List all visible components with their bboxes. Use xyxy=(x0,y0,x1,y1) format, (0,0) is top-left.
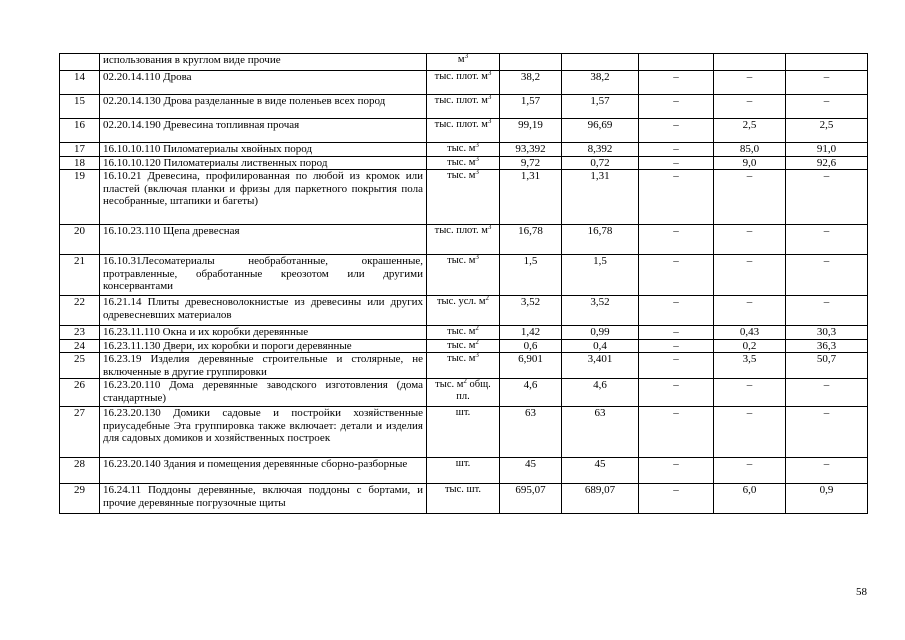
value-5-cell: – xyxy=(786,379,868,407)
item-name-cell: 16.10.31Лесоматериалы необработанные, окрашенные, протравленные, обработанные креозотом или другими консервантами xyxy=(100,255,427,296)
value-1-cell: 38,2 xyxy=(500,71,562,95)
value-4-cell: – xyxy=(714,255,786,296)
value-4-cell: – xyxy=(714,458,786,484)
value-5-cell: – xyxy=(786,407,868,458)
table-row xyxy=(60,458,868,484)
table-row xyxy=(60,143,868,157)
value-2-cell: 38,2 xyxy=(562,71,639,95)
item-name-cell: 16.23.20.140 Здания и помещения деревянные сборно-разборные xyxy=(100,458,427,484)
value-2-cell: 1,57 xyxy=(562,95,639,119)
table-row xyxy=(60,156,868,170)
value-5-cell: – xyxy=(786,458,868,484)
unit-cell: тыс. $м^2$ общ. пл. xyxy=(427,379,500,407)
value-2-cell: 0,4 xyxy=(562,339,639,353)
value-1-cell xyxy=(500,54,562,71)
value-4-cell: – xyxy=(714,379,786,407)
value-4-cell xyxy=(714,54,786,71)
value-1-cell: 695,07 xyxy=(500,484,562,514)
table-row xyxy=(60,353,868,379)
value-3-cell: – xyxy=(639,379,714,407)
value-4-cell: – xyxy=(714,95,786,119)
value-4-cell: 3,5 xyxy=(714,353,786,379)
value-2-cell xyxy=(562,54,639,71)
value-1-cell: 0,6 xyxy=(500,339,562,353)
value-5-cell: 30,3 xyxy=(786,326,868,340)
unit-cell: тыс. плот. $м^3$ xyxy=(427,119,500,143)
unit-cell: тыс. $м^3$ xyxy=(427,170,500,225)
value-3-cell: – xyxy=(639,296,714,326)
row-number-cell: 23 xyxy=(60,326,100,340)
item-name-cell: 16.23.20.110 Дома деревянные заводского изготовления (дома стандартные) xyxy=(100,379,427,407)
value-3-cell: – xyxy=(639,143,714,157)
value-2-cell: 0,72 xyxy=(562,156,639,170)
table-row xyxy=(60,379,868,407)
row-number-cell: 24 xyxy=(60,339,100,353)
table-row xyxy=(60,407,868,458)
value-5-cell: 0,9 xyxy=(786,484,868,514)
value-3-cell: – xyxy=(639,484,714,514)
value-4-cell: – xyxy=(714,225,786,255)
table-row xyxy=(60,339,868,353)
products-table xyxy=(59,53,868,514)
item-name-cell: 02.20.14.130 Дрова разделанные в виде поленьев всех пород xyxy=(100,95,427,119)
value-1-cell: 1,42 xyxy=(500,326,562,340)
value-3-cell: – xyxy=(639,170,714,225)
value-2-cell: 8,392 xyxy=(562,143,639,157)
unit-cell: тыс. $м^2$ xyxy=(427,326,500,340)
page-number: 58 xyxy=(856,586,867,598)
value-2-cell: 689,07 xyxy=(562,484,639,514)
table-row xyxy=(60,95,868,119)
unit-cell: тыс. плот. $м^3$ xyxy=(427,95,500,119)
table-row xyxy=(60,119,868,143)
unit-cell: шт. xyxy=(427,407,500,458)
value-4-cell: 0,2 xyxy=(714,339,786,353)
value-4-cell: – xyxy=(714,170,786,225)
row-number-cell: 16 xyxy=(60,119,100,143)
value-4-cell: 2,5 xyxy=(714,119,786,143)
table-body xyxy=(60,54,868,514)
row-number-cell: 26 xyxy=(60,379,100,407)
table-row xyxy=(60,71,868,95)
value-2-cell: 3,52 xyxy=(562,296,639,326)
value-3-cell: – xyxy=(639,225,714,255)
table-row xyxy=(60,296,868,326)
value-4-cell: 9,0 xyxy=(714,156,786,170)
value-5-cell: 2,5 xyxy=(786,119,868,143)
row-number-cell xyxy=(60,54,100,71)
value-2-cell: 16,78 xyxy=(562,225,639,255)
value-1-cell: 1,31 xyxy=(500,170,562,225)
row-number-cell: 19 xyxy=(60,170,100,225)
value-5-cell: 36,3 xyxy=(786,339,868,353)
item-name-cell: 16.10.10.110 Пиломатериалы хвойных пород xyxy=(100,143,427,157)
value-1-cell: 4,6 xyxy=(500,379,562,407)
value-5-cell: – xyxy=(786,225,868,255)
value-2-cell: 4,6 xyxy=(562,379,639,407)
value-3-cell: – xyxy=(639,156,714,170)
value-5-cell: – xyxy=(786,296,868,326)
value-1-cell: 9,72 xyxy=(500,156,562,170)
item-name-cell: 16.10.23.110 Щепа древесная xyxy=(100,225,427,255)
value-2-cell: 96,69 xyxy=(562,119,639,143)
unit-cell: тыс. $м^3$ xyxy=(427,156,500,170)
value-5-cell: – xyxy=(786,71,868,95)
value-3-cell: – xyxy=(639,339,714,353)
table-row xyxy=(60,170,868,225)
value-4-cell: 85,0 xyxy=(714,143,786,157)
item-name-cell: 16.10.10.120 Пиломатериалы лиственных пород xyxy=(100,156,427,170)
item-name-cell: 02.20.14.190 Древесина топливная прочая xyxy=(100,119,427,143)
value-3-cell: – xyxy=(639,71,714,95)
value-4-cell: – xyxy=(714,296,786,326)
table-row xyxy=(60,484,868,514)
row-number-cell: 22 xyxy=(60,296,100,326)
value-1-cell: 1,5 xyxy=(500,255,562,296)
value-2-cell: 0,99 xyxy=(562,326,639,340)
row-number-cell: 15 xyxy=(60,95,100,119)
value-5-cell xyxy=(786,54,868,71)
value-3-cell: – xyxy=(639,119,714,143)
value-1-cell: 63 xyxy=(500,407,562,458)
value-5-cell: – xyxy=(786,95,868,119)
item-name-cell: 16.24.11 Поддоны деревянные, включая поддоны с бортами, и прочие деревянные погрузочные щиты xyxy=(100,484,427,514)
value-1-cell: 99,19 xyxy=(500,119,562,143)
unit-cell: тыс. $м^3$ xyxy=(427,143,500,157)
item-name-cell: 16.23.20.130 Домики садовые и постройки хозяйственные приусадебные Эта группировка также включает: детали и изделия для садовых домиков и хозяйственных построек xyxy=(100,407,427,458)
item-name-cell: 16.23.19 Изделия деревянные строительные и столярные, не включенные в другие группировки xyxy=(100,353,427,379)
unit-cell: $м^3$ xyxy=(427,54,500,71)
value-2-cell: 1,5 xyxy=(562,255,639,296)
value-1-cell: 6,901 xyxy=(500,353,562,379)
value-4-cell: 0,43 xyxy=(714,326,786,340)
value-3-cell: – xyxy=(639,353,714,379)
value-4-cell: – xyxy=(714,71,786,95)
unit-cell: тыс. шт. xyxy=(427,484,500,514)
value-5-cell: – xyxy=(786,170,868,225)
value-3-cell: – xyxy=(639,407,714,458)
value-4-cell: – xyxy=(714,407,786,458)
value-5-cell: – xyxy=(786,255,868,296)
unit-cell: тыс. $м^2$ xyxy=(427,339,500,353)
value-5-cell: 91,0 xyxy=(786,143,868,157)
item-name-cell: 16.10.21 Древесина, профилированная по любой из кромок или пластей (включая планки и фризы для паркетного покрытия пола несобранные, штапики и багеты) xyxy=(100,170,427,225)
value-3-cell: – xyxy=(639,95,714,119)
row-number-cell: 20 xyxy=(60,225,100,255)
table-row xyxy=(60,326,868,340)
row-number-cell: 25 xyxy=(60,353,100,379)
value-1-cell: 16,78 xyxy=(500,225,562,255)
unit-cell: тыс. плот. $м^3$ xyxy=(427,225,500,255)
unit-cell: тыс. $м^3$ xyxy=(427,353,500,379)
item-name-cell: 16.23.11.110 Окна и их коробки деревянные xyxy=(100,326,427,340)
value-2-cell: 1,31 xyxy=(562,170,639,225)
unit-cell: тыс. $м^3$ xyxy=(427,255,500,296)
row-number-cell: 29 xyxy=(60,484,100,514)
unit-cell: тыс. усл. $м^2$ xyxy=(427,296,500,326)
unit-cell: шт. xyxy=(427,458,500,484)
row-number-cell: 28 xyxy=(60,458,100,484)
table-row xyxy=(60,255,868,296)
table-row xyxy=(60,225,868,255)
value-1-cell: 1,57 xyxy=(500,95,562,119)
value-1-cell: 3,52 xyxy=(500,296,562,326)
value-2-cell: 3,401 xyxy=(562,353,639,379)
value-3-cell xyxy=(639,54,714,71)
row-number-cell: 18 xyxy=(60,156,100,170)
value-1-cell: 93,392 xyxy=(500,143,562,157)
value-4-cell: 6,0 xyxy=(714,484,786,514)
item-name-cell: 02.20.14.110 Дрова xyxy=(100,71,427,95)
row-number-cell: 21 xyxy=(60,255,100,296)
value-5-cell: 50,7 xyxy=(786,353,868,379)
item-name-cell: 16.21.14 Плиты древесноволокнистые из древесины или других одревесневших материалов xyxy=(100,296,427,326)
value-2-cell: 63 xyxy=(562,407,639,458)
row-number-cell: 17 xyxy=(60,143,100,157)
value-2-cell: 45 xyxy=(562,458,639,484)
table-row xyxy=(60,54,868,71)
value-3-cell: – xyxy=(639,326,714,340)
unit-cell: тыс. плот. $м^3$ xyxy=(427,71,500,95)
value-3-cell: – xyxy=(639,255,714,296)
row-number-cell: 27 xyxy=(60,407,100,458)
value-3-cell: – xyxy=(639,458,714,484)
item-name-cell: использования в круглом виде прочие xyxy=(100,54,427,71)
item-name-cell: 16.23.11.130 Двери, их коробки и пороги деревянные xyxy=(100,339,427,353)
value-1-cell: 45 xyxy=(500,458,562,484)
row-number-cell: 14 xyxy=(60,71,100,95)
value-5-cell: 92,6 xyxy=(786,156,868,170)
